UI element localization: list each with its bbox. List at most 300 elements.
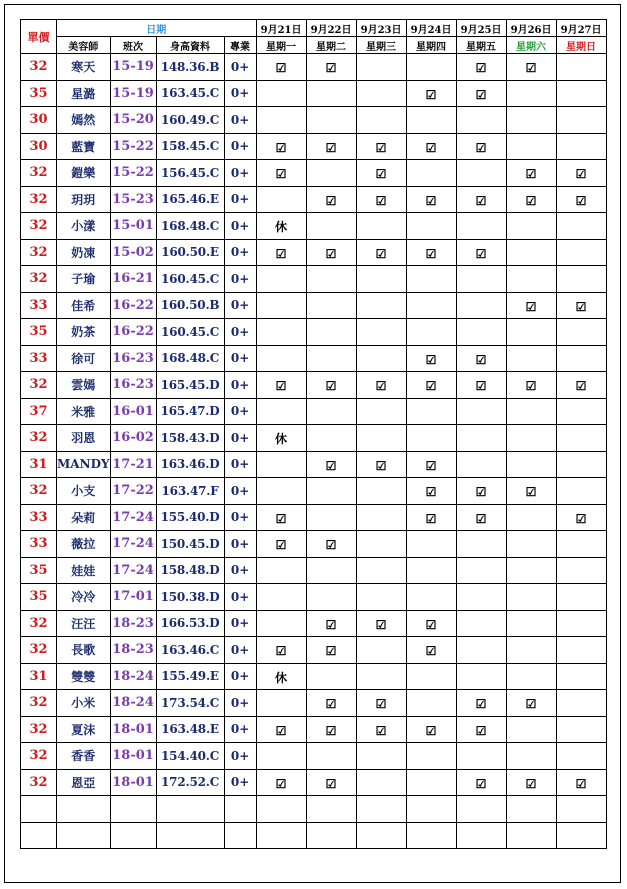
day-cell	[306, 504, 356, 531]
day-cell	[406, 213, 456, 240]
day-cell	[356, 372, 406, 399]
specialty-cell: 0+	[224, 769, 256, 796]
checkbox-icon: ☑	[575, 299, 587, 314]
day-cell	[356, 345, 406, 372]
day-cell	[356, 637, 406, 664]
table-row	[21, 239, 607, 266]
checkbox-icon: ☑	[475, 140, 487, 155]
table-row	[21, 690, 607, 717]
day-cell	[556, 160, 606, 187]
checkbox-icon: ☑	[325, 246, 337, 261]
checkbox-icon: ☑	[475, 87, 487, 102]
day-cell	[356, 425, 406, 452]
stats-cell: 168.48.C	[156, 213, 224, 240]
stats-cell: 173.54.C	[156, 690, 224, 717]
day-cell	[506, 716, 556, 743]
table-row	[21, 80, 607, 107]
day-cell	[356, 796, 406, 823]
day-cell	[556, 769, 606, 796]
day-cell	[556, 796, 606, 823]
day-cell	[406, 54, 456, 81]
specialty-cell: 0+	[224, 584, 256, 611]
stats-cell: 150.45.D	[156, 531, 224, 558]
checkbox-icon: ☑	[425, 511, 437, 526]
stats-cell: 154.40.C	[156, 743, 224, 770]
weekday-header-fri: 星期五	[456, 37, 506, 54]
price-cell: 32	[21, 266, 57, 293]
day-cell	[256, 398, 306, 425]
specialty-cell: 0+	[224, 531, 256, 558]
day-cell	[306, 425, 356, 452]
day-cell	[306, 266, 356, 293]
checkbox-icon: ☑	[325, 776, 337, 791]
day-cell	[406, 796, 456, 823]
day-cell	[506, 54, 556, 81]
day-cell	[506, 610, 556, 637]
day-cell	[456, 822, 506, 849]
checkbox-icon: ☑	[275, 379, 287, 394]
price-cell: 30	[21, 107, 57, 134]
date-header: 日期	[57, 20, 257, 37]
day-cell	[256, 54, 306, 81]
day-cell	[306, 372, 356, 399]
checkbox-icon: ☑	[375, 458, 387, 473]
day-cell	[306, 743, 356, 770]
day-cell	[356, 663, 406, 690]
day-cell	[256, 451, 306, 478]
day-cell	[406, 239, 456, 266]
checkbox-icon: ☑	[475, 61, 487, 76]
day-cell	[356, 398, 406, 425]
day-cell	[356, 610, 406, 637]
header-row-labels	[21, 37, 607, 54]
price-cell: 31	[21, 451, 57, 478]
specialty-cell: 0+	[224, 716, 256, 743]
day-cell	[356, 80, 406, 107]
stylist-name-cell: 寒天	[57, 54, 111, 81]
stylist-name-cell: 米雅	[57, 398, 111, 425]
price-cell: 32	[21, 160, 57, 187]
day-cell	[306, 160, 356, 187]
price-cell	[21, 822, 57, 849]
specialty-cell: 0+	[224, 425, 256, 452]
day-cell	[256, 239, 306, 266]
checkbox-icon: ☑	[575, 167, 587, 182]
stylist-name-cell: 藍寶	[57, 133, 111, 160]
checkbox-icon: ☑	[475, 511, 487, 526]
day-cell	[306, 398, 356, 425]
day-cell	[456, 133, 506, 160]
checkbox-icon: ☑	[525, 167, 537, 182]
day-cell	[456, 186, 506, 213]
shift-cell: 15-22	[110, 133, 156, 160]
day-cell	[456, 584, 506, 611]
day-cell	[256, 372, 306, 399]
stylist-name-cell: 嫣然	[57, 107, 111, 134]
checkbox-icon: ☑	[325, 723, 337, 738]
day-cell	[406, 398, 456, 425]
checkbox-icon: ☑	[325, 140, 337, 155]
checkbox-icon: ☑	[375, 193, 387, 208]
day-cell	[306, 107, 356, 134]
stylist-name-cell: 恩亞	[57, 769, 111, 796]
day-cell	[556, 504, 606, 531]
stylist-name-cell: 娃娃	[57, 557, 111, 584]
shift-cell: 16-22	[110, 292, 156, 319]
day-cell	[306, 663, 356, 690]
day-cell	[256, 769, 306, 796]
price-cell: 32	[21, 610, 57, 637]
day-cell	[556, 451, 606, 478]
day-cell	[556, 584, 606, 611]
day-cell	[506, 769, 556, 796]
table-row	[21, 133, 607, 160]
day-cell	[306, 186, 356, 213]
checkbox-icon: ☑	[425, 644, 437, 659]
day-cell	[556, 425, 606, 452]
stats-cell: 166.53.D	[156, 610, 224, 637]
checkbox-icon: ☑	[375, 697, 387, 712]
stylist-name-cell: 小漾	[57, 213, 111, 240]
checkbox-icon: ☑	[475, 697, 487, 712]
price-cell: 33	[21, 345, 57, 372]
day-cell	[556, 637, 606, 664]
day-cell	[306, 584, 356, 611]
stats-cell: 165.46.E	[156, 186, 224, 213]
day-cell	[456, 398, 506, 425]
date-header-4: 9月24日	[406, 20, 456, 37]
table-row	[21, 345, 607, 372]
shift-cell: 17-21	[110, 451, 156, 478]
shift-cell: 18-24	[110, 690, 156, 717]
table-row	[21, 504, 607, 531]
specialty-cell: 0+	[224, 663, 256, 690]
day-cell	[556, 557, 606, 584]
day-cell	[556, 690, 606, 717]
schedule-body	[21, 54, 607, 849]
day-cell	[256, 504, 306, 531]
shift-cell: 16-01	[110, 398, 156, 425]
shift-cell: 18-01	[110, 716, 156, 743]
specialty-cell: 0+	[224, 557, 256, 584]
day-cell	[356, 292, 406, 319]
shift-cell: 15-22	[110, 160, 156, 187]
day-cell	[256, 133, 306, 160]
day-cell	[356, 557, 406, 584]
checkbox-icon: ☑	[325, 617, 337, 632]
table-row	[21, 160, 607, 187]
checkbox-icon: ☑	[475, 776, 487, 791]
checkbox-icon: ☑	[525, 776, 537, 791]
day-cell	[306, 292, 356, 319]
day-cell	[406, 292, 456, 319]
day-cell	[556, 186, 606, 213]
day-cell	[506, 478, 556, 505]
day-cell	[456, 478, 506, 505]
table-row	[21, 319, 607, 346]
shift-cell: 17-24	[110, 531, 156, 558]
checkbox-icon: ☑	[325, 538, 337, 553]
specialty-cell: 0+	[224, 504, 256, 531]
checkbox-icon: ☑	[325, 697, 337, 712]
day-cell	[306, 80, 356, 107]
day-cell	[506, 186, 556, 213]
shift-cell: 17-24	[110, 504, 156, 531]
price-header: 單價	[21, 20, 57, 54]
price-cell: 37	[21, 398, 57, 425]
checkbox-icon: ☑	[525, 193, 537, 208]
day-cell	[406, 372, 456, 399]
day-cell	[556, 822, 606, 849]
day-cell	[506, 107, 556, 134]
checkbox-icon: ☑	[475, 193, 487, 208]
checkbox-icon: ☑	[475, 723, 487, 738]
day-cell	[456, 292, 506, 319]
day-cell	[256, 584, 306, 611]
stylist-name-cell: 香香	[57, 743, 111, 770]
day-cell	[406, 584, 456, 611]
day-cell	[356, 266, 406, 293]
rest-mark: 休	[275, 220, 288, 235]
checkbox-icon: ☑	[275, 776, 287, 791]
specialty-cell: 0+	[224, 160, 256, 187]
weekday-header-thu: 星期四	[406, 37, 456, 54]
checkbox-icon: ☑	[275, 644, 287, 659]
price-cell: 32	[21, 54, 57, 81]
specialty-cell: 0+	[224, 398, 256, 425]
shift-cell: 16-21	[110, 266, 156, 293]
day-cell	[356, 822, 406, 849]
weekday-header-sat: 星期六	[506, 37, 556, 54]
price-cell: 32	[21, 186, 57, 213]
stats-cell: 148.36.B	[156, 54, 224, 81]
shift-cell: 16-02	[110, 425, 156, 452]
checkbox-icon: ☑	[325, 193, 337, 208]
stylist-name-cell: 朵莉	[57, 504, 111, 531]
day-cell	[256, 213, 306, 240]
checkbox-icon: ☑	[475, 379, 487, 394]
checkbox-icon: ☑	[525, 379, 537, 394]
price-cell: 32	[21, 769, 57, 796]
checkbox-icon: ☑	[275, 538, 287, 553]
day-cell	[456, 319, 506, 346]
day-cell	[306, 796, 356, 823]
day-cell	[456, 266, 506, 293]
specialty-cell: 0+	[224, 292, 256, 319]
table-row	[21, 769, 607, 796]
checkbox-icon: ☑	[425, 193, 437, 208]
day-cell	[256, 345, 306, 372]
shift-cell: 15-19	[110, 80, 156, 107]
day-cell	[406, 345, 456, 372]
shift-cell: 16-23	[110, 372, 156, 399]
table-row	[21, 743, 607, 770]
price-cell: 33	[21, 292, 57, 319]
day-cell	[406, 133, 456, 160]
day-cell	[256, 743, 306, 770]
specialty-cell: 0+	[224, 54, 256, 81]
stylist-name-cell: 長歌	[57, 637, 111, 664]
checkbox-icon: ☑	[275, 723, 287, 738]
stats-cell: 158.45.C	[156, 133, 224, 160]
price-cell: 32	[21, 690, 57, 717]
day-cell	[456, 690, 506, 717]
day-cell	[256, 319, 306, 346]
day-cell	[556, 743, 606, 770]
specialty-cell: 0+	[224, 266, 256, 293]
table-row	[21, 425, 607, 452]
day-cell	[406, 690, 456, 717]
stats-cell: 163.45.C	[156, 80, 224, 107]
shift-cell: 15-20	[110, 107, 156, 134]
day-cell	[556, 478, 606, 505]
day-cell	[406, 610, 456, 637]
weekday-header-tue: 星期二	[306, 37, 356, 54]
day-cell	[356, 54, 406, 81]
checkbox-icon: ☑	[425, 246, 437, 261]
table-row	[21, 716, 607, 743]
day-cell	[356, 319, 406, 346]
weekday-header-mon: 星期一	[256, 37, 306, 54]
stylist-name-cell: 玥玥	[57, 186, 111, 213]
day-cell	[506, 213, 556, 240]
day-cell	[506, 319, 556, 346]
checkbox-icon: ☑	[325, 458, 337, 473]
day-cell	[306, 690, 356, 717]
table-row	[21, 213, 607, 240]
shift-cell: 18-01	[110, 743, 156, 770]
day-cell	[556, 398, 606, 425]
table-row	[21, 372, 607, 399]
rest-mark: 休	[275, 670, 288, 685]
stats-cell: 168.48.C	[156, 345, 224, 372]
day-cell	[306, 239, 356, 266]
shift-cell: 18-23	[110, 610, 156, 637]
day-cell	[356, 213, 406, 240]
stylist-name-cell: 薇拉	[57, 531, 111, 558]
day-cell	[456, 716, 506, 743]
day-cell	[456, 213, 506, 240]
shift-cell: 15-19	[110, 54, 156, 81]
day-cell	[506, 743, 556, 770]
specialty-cell: 0+	[224, 610, 256, 637]
stylist-name-cell: 鎧樂	[57, 160, 111, 187]
stats-cell: 160.45.C	[156, 266, 224, 293]
stylist-header: 美容師	[57, 37, 111, 54]
stats-cell: 155.49.E	[156, 663, 224, 690]
day-cell	[456, 54, 506, 81]
day-cell	[456, 107, 506, 134]
day-cell	[556, 213, 606, 240]
checkbox-icon: ☑	[375, 167, 387, 182]
day-cell	[356, 186, 406, 213]
stats-cell: 165.47.D	[156, 398, 224, 425]
day-cell	[306, 610, 356, 637]
stats-cell: 158.48.D	[156, 557, 224, 584]
checkbox-icon: ☑	[325, 61, 337, 76]
day-cell	[306, 769, 356, 796]
day-cell	[306, 478, 356, 505]
day-cell	[506, 239, 556, 266]
day-cell	[256, 80, 306, 107]
checkbox-icon: ☑	[425, 352, 437, 367]
price-cell: 32	[21, 637, 57, 664]
stats-cell: 163.48.E	[156, 716, 224, 743]
day-cell	[306, 319, 356, 346]
specialty-cell: 0+	[224, 690, 256, 717]
day-cell	[406, 769, 456, 796]
table-row	[21, 451, 607, 478]
day-cell	[506, 266, 556, 293]
day-cell	[456, 239, 506, 266]
checkbox-icon: ☑	[525, 697, 537, 712]
stylist-name-cell: 奶凍	[57, 239, 111, 266]
day-cell	[456, 504, 506, 531]
day-cell	[256, 637, 306, 664]
day-cell	[456, 531, 506, 558]
day-cell	[306, 637, 356, 664]
day-cell	[356, 531, 406, 558]
day-cell	[356, 504, 406, 531]
weekday-header-wed: 星期三	[356, 37, 406, 54]
table-row	[21, 796, 607, 823]
day-cell	[556, 239, 606, 266]
day-cell	[556, 716, 606, 743]
day-cell	[306, 345, 356, 372]
checkbox-icon: ☑	[425, 140, 437, 155]
day-cell	[306, 531, 356, 558]
stylist-name-cell	[57, 822, 111, 849]
date-header-7: 9月27日	[556, 20, 606, 37]
day-cell	[256, 663, 306, 690]
table-row	[21, 54, 607, 81]
checkbox-icon: ☑	[475, 352, 487, 367]
shift-cell: 17-24	[110, 557, 156, 584]
specialty-cell: 0+	[224, 743, 256, 770]
shift-cell: 18-01	[110, 769, 156, 796]
day-cell	[506, 133, 556, 160]
shift-cell: 15-02	[110, 239, 156, 266]
price-cell: 35	[21, 80, 57, 107]
day-cell	[506, 372, 556, 399]
date-header-6: 9月26日	[506, 20, 556, 37]
day-cell	[406, 425, 456, 452]
day-cell	[356, 478, 406, 505]
stats-cell: 155.40.D	[156, 504, 224, 531]
day-cell	[556, 345, 606, 372]
specialty-cell	[224, 796, 256, 823]
day-cell	[356, 716, 406, 743]
day-cell	[256, 266, 306, 293]
day-cell	[406, 663, 456, 690]
price-cell: 32	[21, 213, 57, 240]
stats-cell: 160.45.C	[156, 319, 224, 346]
day-cell	[256, 822, 306, 849]
date-header-5: 9月25日	[456, 20, 506, 37]
stylist-name-cell: 小支	[57, 478, 111, 505]
header-row-dates	[21, 20, 607, 37]
checkbox-icon: ☑	[475, 485, 487, 500]
stats-cell: 160.50.B	[156, 292, 224, 319]
stats-header: 身高資料	[156, 37, 224, 54]
day-cell	[456, 557, 506, 584]
stylist-name-cell: 奶茶	[57, 319, 111, 346]
stylist-name-cell: 汪汪	[57, 610, 111, 637]
day-cell	[556, 107, 606, 134]
table-row	[21, 266, 607, 293]
day-cell	[306, 716, 356, 743]
day-cell	[256, 557, 306, 584]
